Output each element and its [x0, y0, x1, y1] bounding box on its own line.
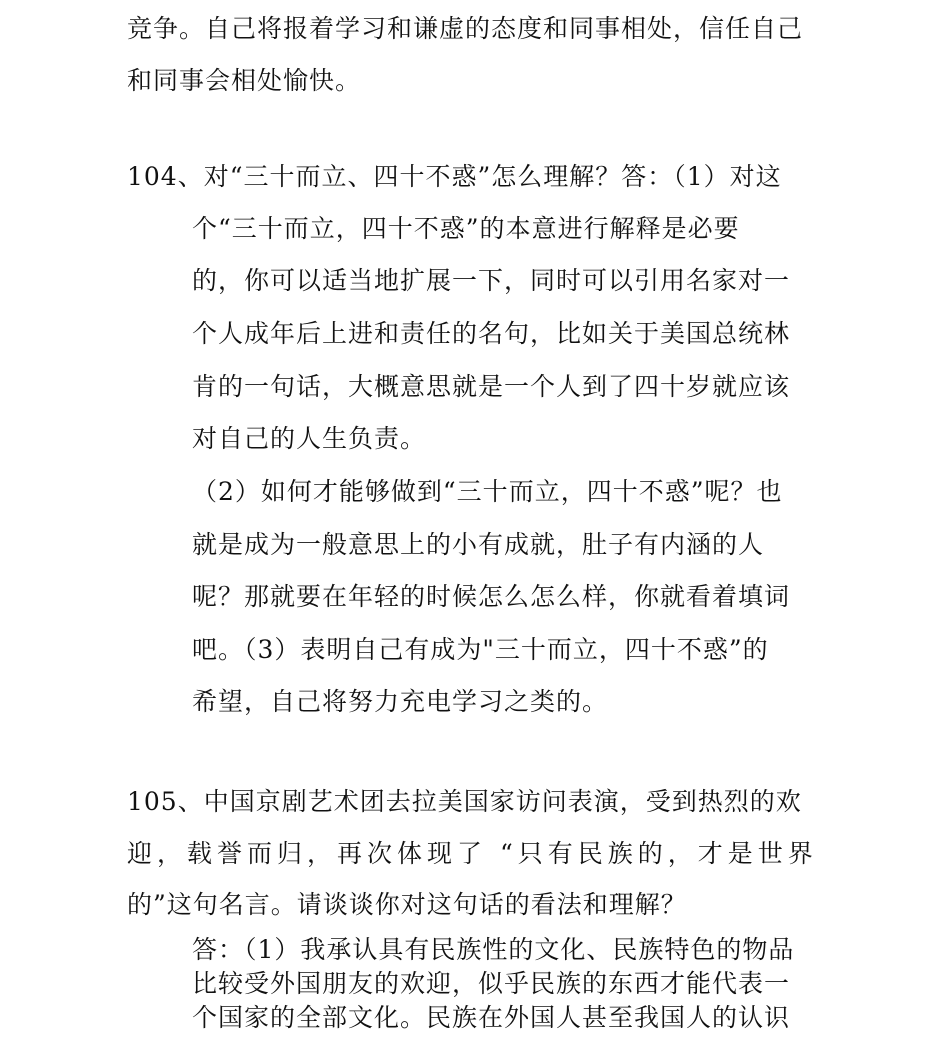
answer-104-line-1: 个“三十而立，四十不惑”的本意进行解释是必要: [192, 214, 740, 243]
question-105-line-2: 迎，载誉而归，再次体现了 “只有民族的，才是世界: [127, 839, 818, 868]
answer-104-line-3: 个人成年后上进和责任的名句，比如关于美国总统林: [192, 319, 791, 348]
answer-104-line-4: 肯的一句话，大概意思就是一个人到了四十岁就应该: [192, 372, 791, 401]
answer-104-line-6: （2）如何才能够做到“三十而立，四十不惑”呢？也: [192, 477, 783, 506]
answer-104-line-10: 希望，自己将努力充电学习之类的。: [192, 687, 609, 716]
intro-line-2: 和同事会相处愉快。: [127, 66, 362, 95]
question-105-line-3: 的”这句名言。请谈谈你对这句话的看法和理解？: [127, 890, 687, 919]
answer-104-line-7: 就是成为一般意思上的小有成就，肚子有内涵的人: [192, 530, 765, 559]
answer-105-line-3: 个国家的全部文化。民族在外国人甚至我国人的认识: [192, 1003, 791, 1032]
answer-105-line-1: 答：（1）我承认具有民族性的文化、民族特色的物品: [192, 935, 795, 964]
answer-104-line-9: 吧。（3）表明自己有成为"三十而立，四十不惑”的: [192, 635, 769, 664]
intro-line-1: 竞争。自己将报着学习和谦虚的态度和同事相处，信任自己: [127, 14, 804, 43]
answer-104-line-2: 的，你可以适当地扩展一下，同时可以引用名家对一: [192, 266, 791, 295]
answer-104-line-8: 呢？那就要在年轻的时候怎么怎么样，你就看着填词: [192, 582, 791, 611]
answer-105-line-2: 比较受外国朋友的欢迎，似乎民族的东西才能代表一: [192, 969, 791, 998]
question-104: 104、对“三十而立、四十不惑”怎么理解？答：（1）对这: [127, 162, 782, 191]
answer-104-line-5: 对自己的人生负责。: [192, 424, 427, 453]
question-105-line-1: 105、中国京剧艺术团去拉美国家访问表演，受到热烈的欢: [127, 787, 802, 816]
